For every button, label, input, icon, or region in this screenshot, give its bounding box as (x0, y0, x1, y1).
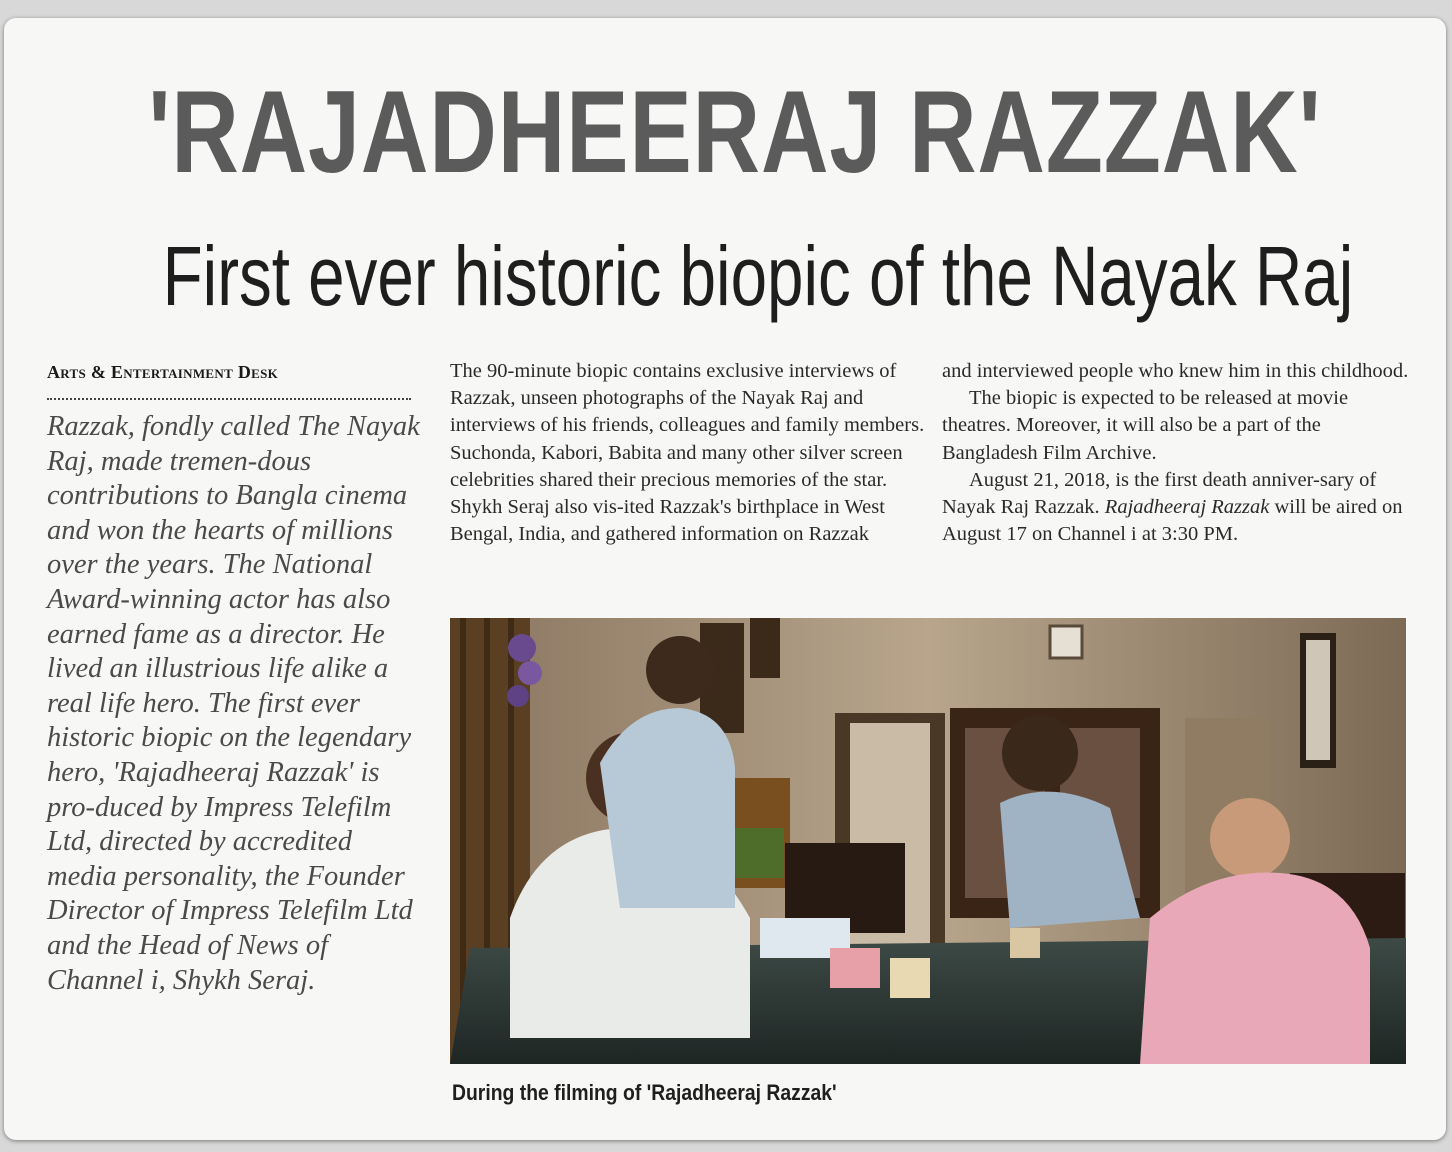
photo-illustration (450, 618, 1406, 1064)
dotted-divider (47, 398, 411, 400)
lead-paragraph: Razzak, fondly called The Nayak Raj, made tremen-dous contributions to Bangla cinema and won the hearts of millions over the years. The National Award-winning actor has also earned fame as a director. He lived an illustrious life alike a real life hero. The first ever historic biopic on the legendary hero, 'Rajadheeraj Razzak' is pro-duced by Impress Telefilm Ltd, directed by accredited media personality, the Founder Director of Impress Telefilm Ltd and the Head of News of Channel i, Shykh Seraj. (47, 411, 420, 996)
program-title: Rajadheeraj Razzak (1104, 496, 1270, 519)
headline: 'RAJADHEERAJ RAZZAK' (148, 66, 1322, 197)
body-paragraph (942, 467, 1412, 549)
photo-caption: During the filming of 'Rajadheeraj Razzak' (452, 1080, 837, 1105)
desk-byline: Arts & Entertainment Desk (47, 362, 279, 382)
body-column-3 (942, 358, 1412, 548)
body-column-2 (450, 358, 925, 548)
body-paragraph: and interviewed people who knew him in this childhood. (942, 360, 1409, 382)
body-text: will be aired on August 17 on Channel i at 3:30 PM. (942, 496, 1403, 546)
body-text: August 21, 2018, is the first death anniver-sary of Nayak Raj Razzak. (942, 468, 1377, 519)
newspaper-clipping (4, 18, 1446, 1140)
body-paragraph: The biopic is expected to be released at movie theatres. Moreover, it will also be a part of the Bangladesh Film Archive. (942, 387, 1349, 464)
article-photo (450, 618, 1406, 1064)
subheadline: First ever historic biopic of the Nayak Raj (162, 229, 1354, 323)
body-paragraph: The 90-minute biopic contains exclusive interviews of Razzak, unseen photographs of the Nayak Raj and interviews of his friends, colleagues and family members. Suchonda, Kabori, Babita and many other silver screen celebrities shared their precious memories of the star. Shykh Seraj also vis-ited Razzak's birthplace in West Bengal, India, and gathered information on Razzak (450, 360, 925, 546)
